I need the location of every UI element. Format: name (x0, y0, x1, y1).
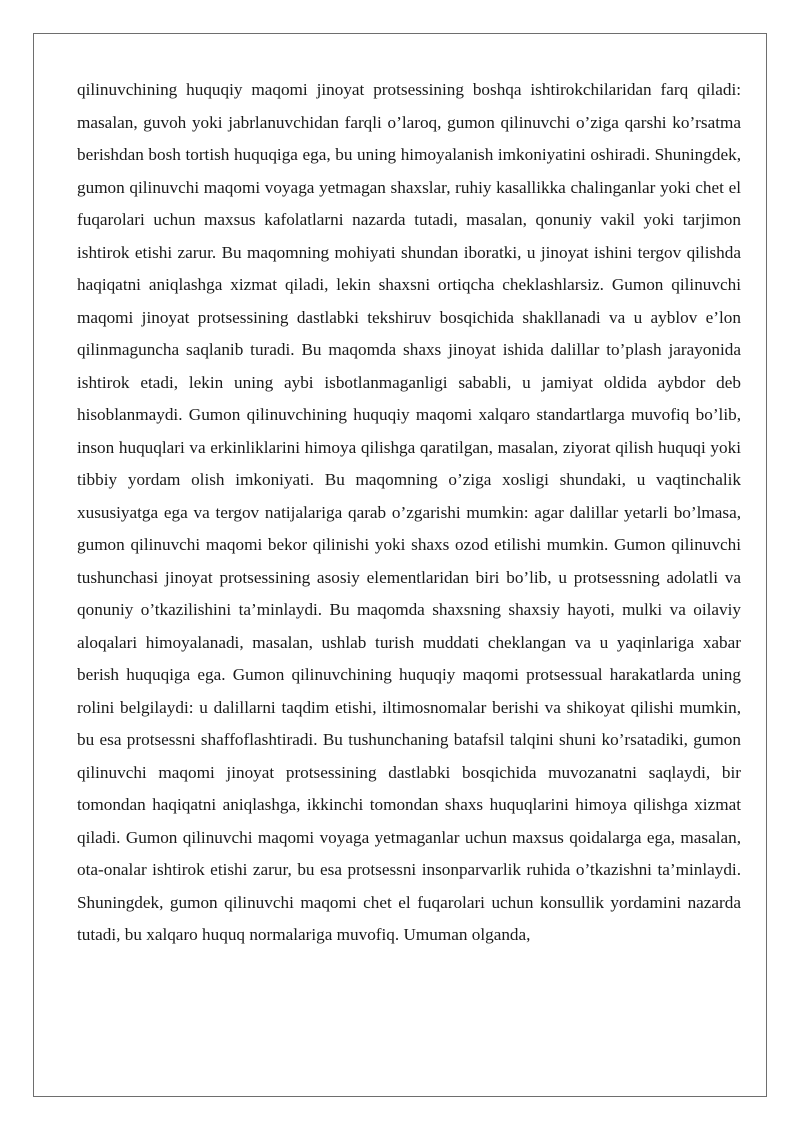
body-paragraph: qilinuvchining huquqiy maqomi jinoyat protsessining boshqa ishtirokchilaridan farq qiladi: masalan, guvoh yoki jabrlanuvchidan farqli o’laroq, gumon qilinuvchi o’ziga qarshi ko’rsatma berishdan bosh tortish huquqiga ega, bu uning himoyalanish imkoniyatini oshiradi. Shuningdek, gumon qilinuvchi maqomi voyaga yetmagan shaxslar, ruhiy kasallikka chalinganlar yoki chet el fuqarolari uchun maxsus kafolatlarni nazarda tutadi, masalan, qonuniy vakil yoki tarjimon ishtirok etishi zarur. Bu maqomning mohiyati shundan iboratki, u jinoyat ishini tergov qilishda haqiqatni aniqlashga xizmat qiladi, lekin shaxsni ortiqcha cheklashlarsiz. Gumon qilinuvchi maqomi jinoyat protsessining dastlabki tekshiruv bosqichida shakllanadi va u ayblov e’lon qilinmaguncha saqlanib turadi. Bu maqomda shaxs jinoyat ishida dalillar to’plash jarayonida ishtirok etadi, lekin uning aybi isbotlanmaganligi sababli, u jamiyat oldida aybdor deb hisoblanmaydi. Gumon qilinuvchining huquqiy maqomi xalqaro standartlarga muvofiq bo’lib, inson huquqlari va erkinliklarini himoya qilishga qaratilgan, masalan, ziyorat qilish huquqi yoki tibbiy yordam olish imkoniyati. Bu maqomning o’ziga xosligi shundaki, u vaqtinchalik xususiyatga ega va tergov natijalariga qarab o’zgarishi mumkin: agar dalillar yetarli bo’lmasa, gumon qilinuvchi maqomi bekor qilinishi yoki shaxs ozod etilishi mumkin. Gumon qilinuvchi tushunchasi jinoyat protsessining asosiy elementlaridan biri bo’lib, u protsessning adolatli va qonuniy o’tkazilishini ta’minlaydi. Bu maqomda shaxsning shaxsiy hayoti, mulki va oilaviy aloqalari himoyalanadi, masalan, ushlab turish muddati cheklangan va u yaqinlariga xabar berish huquqiga ega. Gumon qilinuvchining huquqiy maqomi protsessual harakatlarda uning rolini belgilaydi: u dalillarni taqdim etishi, iltimosnomalar berishi va shikoyat qilishi mumkin, bu esa protsessni shaffoflashtiradi. Bu tushunchaning batafsil talqini shuni ko’rsatadiki, gumon qilinuvchi maqomi jinoyat protsessining dastlabki bosqichida muvozanatni saqlaydi, bir tomondan haqiqatni aniqlashga, ikkinchi tomondan shaxs huquqlarini himoya qilishga xizmat qiladi. Gumon qilinuvchi maqomi voyaga yetmaganlar uchun maxsus qoidalarga ega, masalan, ota-onalar ishtirok etishi zarur, bu esa protsessni insonparvarlik ruhida o’tkazishni ta’minlaydi. Shuningdek, gumon qilinuvchi maqomi chet el fuqarolari uchun konsullik yordamini nazarda tutadi, bu xalqaro huquq normalariga muvofiq. Umuman olganda, (77, 80, 741, 944)
